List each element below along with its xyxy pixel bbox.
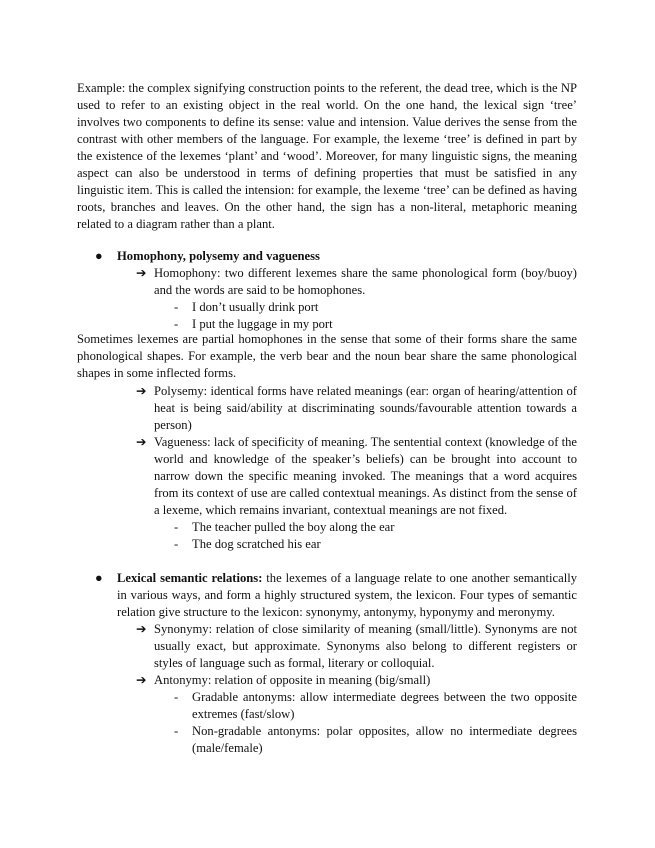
arrow-icon: ➔ <box>136 384 147 398</box>
arrow-icon: ➔ <box>136 673 147 687</box>
bullet-icon: ● <box>95 249 103 263</box>
section-title: Homophony, polysemy and vagueness <box>117 249 320 263</box>
example-text: The dog scratched his ear <box>192 537 321 551</box>
section-title: Lexical semantic relations: <box>117 571 263 585</box>
dash-icon: - <box>174 537 179 551</box>
synonymy-text: Synonymy: relation of close similarity of meaning (small/little). Synonyms are not usually exact, but approximate. Synonyms also belong to different registers or styles of language such as formal, literary or colloquial. <box>154 622 577 670</box>
polysemy-text: Polysemy: identical forms have related meanings (ear: organ of hearing/attention of heat is being said/ability at discriminating sounds/favourable attention towards a person) <box>154 384 577 432</box>
antonymy-text: Antonymy: relation of opposite in meaning (big/small) <box>154 673 431 687</box>
dash-icon: - <box>174 317 179 331</box>
antonym-type-text: Gradable antonyms: allow intermediate degrees between the two opposite extremes (fast/slow) <box>192 690 577 721</box>
dash-icon: - <box>174 724 179 738</box>
homophony-text: Homophony: two different lexemes share the same phonological form (boy/buoy) and the words are said to be homophones. <box>154 266 577 297</box>
arrow-icon: ➔ <box>136 622 147 636</box>
bullet-icon: ● <box>95 571 103 585</box>
dash-icon: - <box>174 300 179 314</box>
paragraph-partial-homophones: Sometimes lexemes are partial homophones in the sense that some of their forms share the same phonological shapes. For example, the verb bear and the noun bear share the same phonological shapes in some inflected forms. <box>77 332 577 380</box>
example-text: I don’t usually drink port <box>192 300 319 314</box>
section-intro: the lexemes of a language relate to one another semantically in various ways, and form a highly structured system, the lexicon. Four types of semantic relation give structure to the lexicon: synonymy, antonymy, hyponymy and meronymy. <box>117 571 577 619</box>
paragraph-example: Example: the complex signifying construction points to the referent, the dead tree, which is the NP used to refer to an existing object in the real world. On the one hand, the lexical sign ‘tree’ involves two components to define its sense: value and intension. Value derives the sense from the contrast with other members of the language. For example, the lexeme ‘tree’ is defined in part by the existence of the lexemes ‘plant’ and ‘wood’. Moreover, for many linguistic signs, the meaning aspect can also be understood in terms of defining properties that must be satisfied in any linguistic item. This is called the intension: for example, the lexeme ‘tree’ can be defined as having roots, branches and leaves. On the other hand, the sign has a non-literal, metaphoric meaning related to a diagram rather than a plant. <box>77 81 577 231</box>
antonym-type-text: Non-gradable antonyms: polar opposites, allow no intermediate degrees (male/female) <box>192 724 577 755</box>
dash-icon: - <box>174 690 179 704</box>
arrow-icon: ➔ <box>136 435 147 449</box>
dash-icon: - <box>174 520 179 534</box>
vagueness-text: Vagueness: lack of specificity of meaning. The sentential context (knowledge of the world and knowledge of the speaker’s beliefs) can be brought into account to narrow down the specific meaning invoked. The meanings that a word acquires from its context of use are called contextual meanings. As distinct from the sense of a lexeme, which remains invariant, contextual meanings are not fixed. <box>154 435 577 517</box>
arrow-icon: ➔ <box>136 266 147 280</box>
example-text: The teacher pulled the boy along the ear <box>192 520 395 534</box>
section-body <box>117 570 577 621</box>
example-text: I put the luggage in my port <box>192 317 333 331</box>
